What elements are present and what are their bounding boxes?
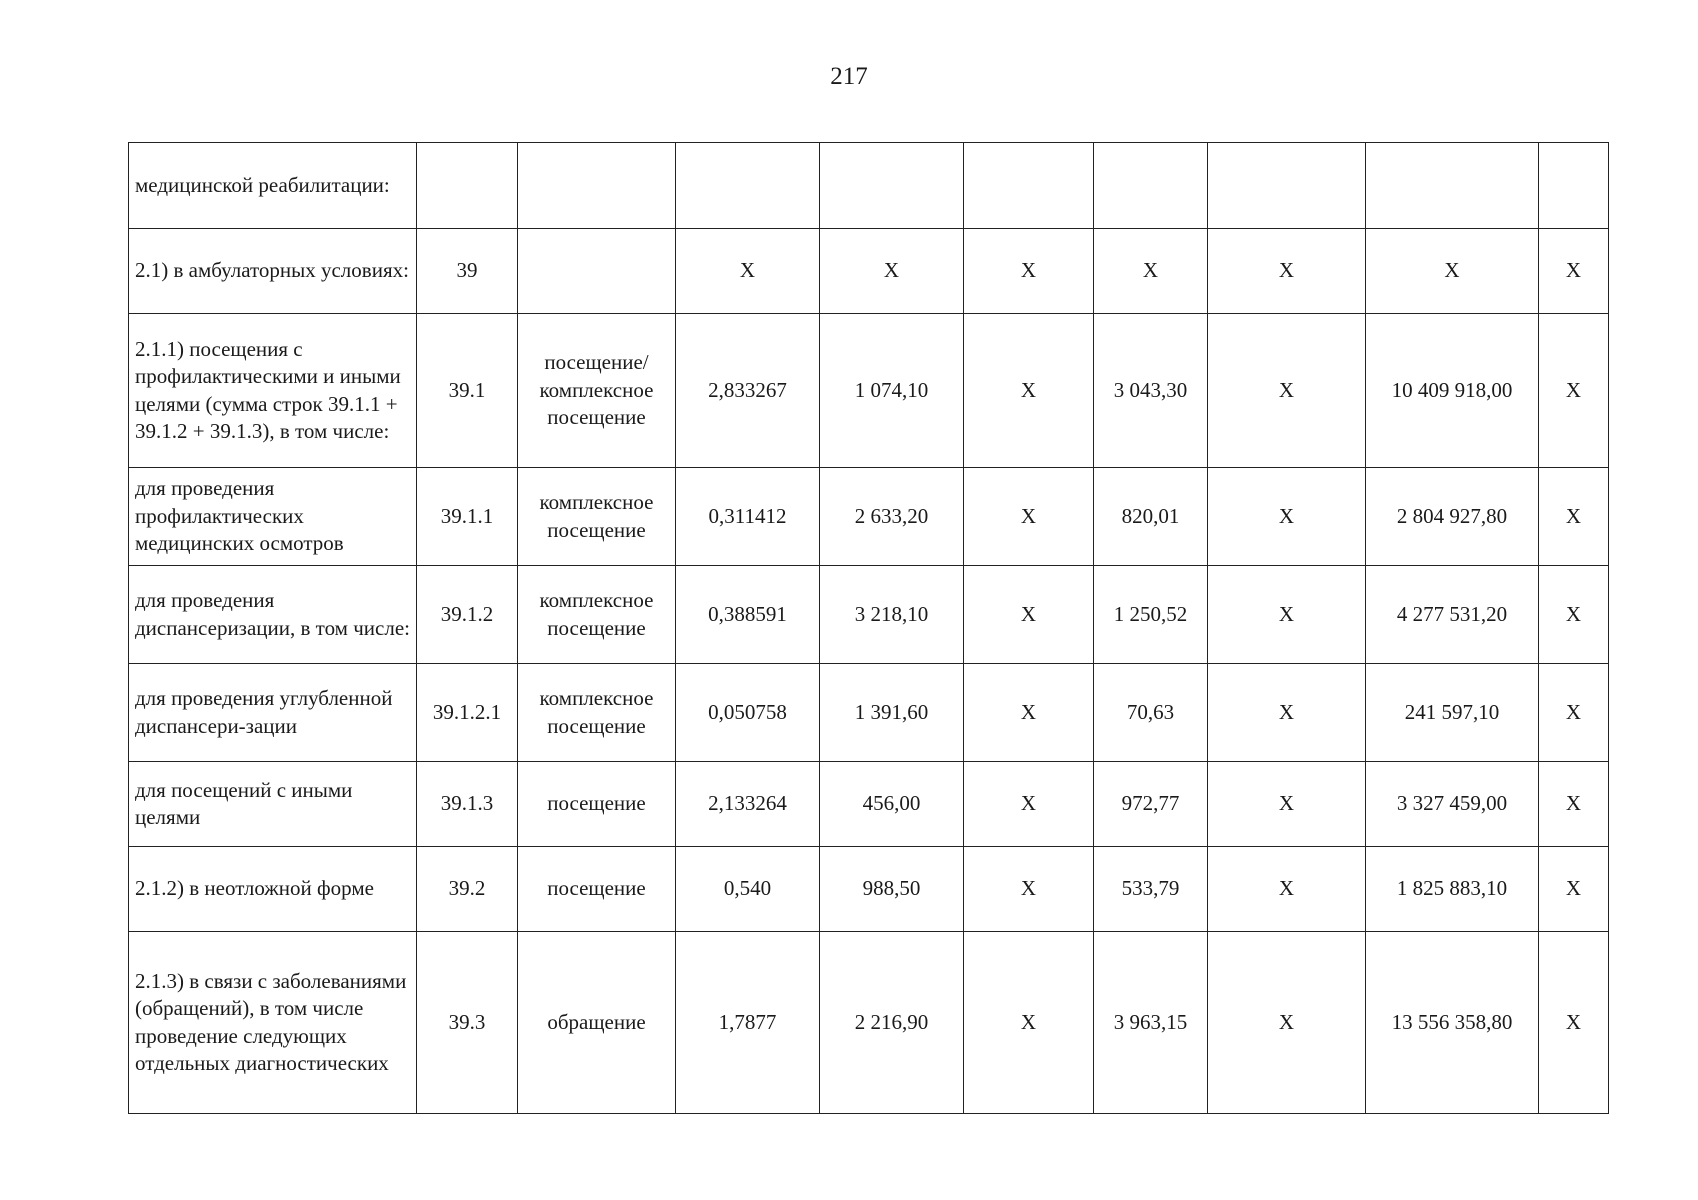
row-name-cell: для проведения профилактических медицинских осмотров xyxy=(129,468,417,566)
row-name-cell: 2.1.1) посещения с профилактическими и иными целями (сумма строк 39.1.1 + 39.1.2 + 39.1.3), в том числе: xyxy=(129,314,417,468)
row-code-cell: 39.1.3 xyxy=(417,762,518,847)
row-value-cell: 2,833267 xyxy=(676,314,820,468)
table-row xyxy=(129,762,1609,847)
row-value-cell: X xyxy=(964,932,1094,1114)
row-unit-cell: обращение xyxy=(518,932,676,1114)
row-value-cell: 241 597,10 xyxy=(1366,664,1539,762)
row-value-cell: 0,050758 xyxy=(676,664,820,762)
row-unit-cell: посещение/ комплексное посещение xyxy=(518,314,676,468)
row-value-cell: X xyxy=(1539,314,1609,468)
row-code-cell: 39.1 xyxy=(417,314,518,468)
row-value-cell: 0,311412 xyxy=(676,468,820,566)
row-value-cell: 2,133264 xyxy=(676,762,820,847)
row-unit-cell: комплексное посещение xyxy=(518,566,676,664)
row-value-cell: X xyxy=(1539,847,1609,932)
row-code-cell: 39.3 xyxy=(417,932,518,1114)
row-value-cell: X xyxy=(964,314,1094,468)
row-value-cell: X xyxy=(1094,229,1208,314)
row-value-cell: X xyxy=(1539,468,1609,566)
row-value-cell: X xyxy=(1539,932,1609,1114)
row-value-cell: X xyxy=(1208,664,1366,762)
row-value-cell: 1 391,60 xyxy=(820,664,964,762)
row-name-cell: для проведения углубленной диспансери-зации xyxy=(129,664,417,762)
row-value-cell: X xyxy=(964,229,1094,314)
row-value-cell: X xyxy=(964,762,1094,847)
row-value-cell: 1 074,10 xyxy=(820,314,964,468)
row-value-cell xyxy=(676,143,820,229)
services-table xyxy=(128,142,1609,1114)
row-code-cell xyxy=(417,143,518,229)
row-name-cell: для проведения диспансеризации, в том числе: xyxy=(129,566,417,664)
row-value-cell: 456,00 xyxy=(820,762,964,847)
row-value-cell: 0,388591 xyxy=(676,566,820,664)
row-value-cell: X xyxy=(1366,229,1539,314)
row-value-cell: 533,79 xyxy=(1094,847,1208,932)
row-value-cell: 1 250,52 xyxy=(1094,566,1208,664)
table-row xyxy=(129,314,1609,468)
row-value-cell: X xyxy=(1208,229,1366,314)
row-name-cell: для посещений с иными целями xyxy=(129,762,417,847)
table-row xyxy=(129,847,1609,932)
row-value-cell: 972,77 xyxy=(1094,762,1208,847)
row-value-cell xyxy=(1539,143,1609,229)
row-value-cell: 13 556 358,80 xyxy=(1366,932,1539,1114)
row-value-cell: X xyxy=(1539,664,1609,762)
row-value-cell: 3 218,10 xyxy=(820,566,964,664)
row-value-cell: 820,01 xyxy=(1094,468,1208,566)
row-value-cell: 4 277 531,20 xyxy=(1366,566,1539,664)
row-value-cell: X xyxy=(964,566,1094,664)
row-unit-cell: посещение xyxy=(518,847,676,932)
row-value-cell: X xyxy=(1539,762,1609,847)
row-value-cell: X xyxy=(964,468,1094,566)
row-value-cell: X xyxy=(964,664,1094,762)
row-value-cell: 988,50 xyxy=(820,847,964,932)
row-value-cell xyxy=(1208,143,1366,229)
row-value-cell xyxy=(1094,143,1208,229)
row-value-cell: 1,7877 xyxy=(676,932,820,1114)
table-row xyxy=(129,932,1609,1114)
row-code-cell: 39 xyxy=(417,229,518,314)
row-value-cell: 1 825 883,10 xyxy=(1366,847,1539,932)
row-unit-cell: комплексное посещение xyxy=(518,468,676,566)
row-value-cell: 2 633,20 xyxy=(820,468,964,566)
row-value-cell: X xyxy=(1208,468,1366,566)
row-unit-cell: посещение xyxy=(518,762,676,847)
table-row xyxy=(129,566,1609,664)
row-value-cell: X xyxy=(964,847,1094,932)
row-value-cell: 3 043,30 xyxy=(1094,314,1208,468)
row-value-cell: 70,63 xyxy=(1094,664,1208,762)
row-value-cell: X xyxy=(1539,229,1609,314)
row-code-cell: 39.1.2 xyxy=(417,566,518,664)
row-name-cell: 2.1.3) в связи с заболеваниями (обращений), в том числе проведение следующих отдельных диагностических xyxy=(129,932,417,1114)
row-value-cell: 2 804 927,80 xyxy=(1366,468,1539,566)
row-name-cell: медицинской реабилитации: xyxy=(129,143,417,229)
row-value-cell: 3 327 459,00 xyxy=(1366,762,1539,847)
row-unit-cell: комплексное посещение xyxy=(518,664,676,762)
row-code-cell: 39.1.1 xyxy=(417,468,518,566)
page-number: 217 xyxy=(830,63,868,90)
row-code-cell: 39.1.2.1 xyxy=(417,664,518,762)
row-unit-cell xyxy=(518,143,676,229)
row-value-cell xyxy=(1366,143,1539,229)
row-value-cell xyxy=(964,143,1094,229)
row-value-cell: 10 409 918,00 xyxy=(1366,314,1539,468)
row-value-cell: X xyxy=(1208,932,1366,1114)
row-value-cell: 3 963,15 xyxy=(1094,932,1208,1114)
row-value-cell: X xyxy=(1208,314,1366,468)
row-code-cell: 39.2 xyxy=(417,847,518,932)
table-row xyxy=(129,664,1609,762)
row-value-cell: X xyxy=(1208,566,1366,664)
row-value-cell: X xyxy=(1208,847,1366,932)
row-value-cell: 0,540 xyxy=(676,847,820,932)
row-name-cell: 2.1.2) в неотложной форме xyxy=(129,847,417,932)
row-unit-cell xyxy=(518,229,676,314)
table-row xyxy=(129,468,1609,566)
table-row xyxy=(129,229,1609,314)
row-value-cell: 2 216,90 xyxy=(820,932,964,1114)
table-row xyxy=(129,143,1609,229)
row-value-cell: X xyxy=(1208,762,1366,847)
row-value-cell: X xyxy=(1539,566,1609,664)
row-name-cell: 2.1) в амбулаторных условиях: xyxy=(129,229,417,314)
row-value-cell: X xyxy=(820,229,964,314)
row-value-cell: X xyxy=(676,229,820,314)
row-value-cell xyxy=(820,143,964,229)
